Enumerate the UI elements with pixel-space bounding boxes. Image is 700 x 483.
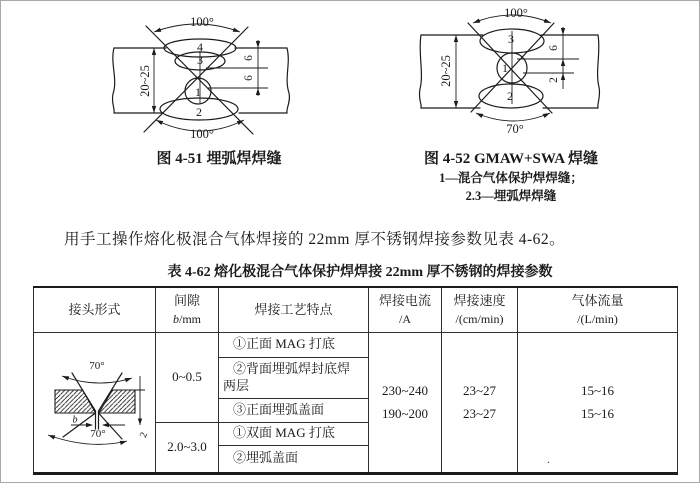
header-unit: /(cm/min)	[455, 311, 504, 326]
table-title: 表 4-62 熔化极混合气体保护焊焊接 22mm 厚不锈钢的焊接参数	[167, 265, 553, 280]
step-text: ②背面埋弧焊封底焊	[233, 361, 351, 377]
angle-top-label: 100°	[504, 6, 528, 20]
arrowhead	[454, 101, 458, 108]
figure-4-51-drawing	[112, 15, 289, 141]
arrowhead	[233, 28, 241, 34]
step-text: 两层	[223, 377, 250, 393]
joint-diagram	[34, 333, 154, 472]
header-text: 间隙	[173, 293, 200, 309]
arrowhead	[543, 111, 551, 118]
plate-break-right	[598, 35, 600, 108]
arrowhead	[152, 48, 156, 55]
gap-symbol: b	[172, 311, 179, 326]
header-row	[34, 287, 678, 332]
root-dim-line	[135, 376, 145, 425]
step-text: ②埋弧盖面	[233, 450, 299, 466]
step-text: ①正面 MAG 打底	[233, 336, 335, 352]
joint-diagram-cell	[34, 332, 156, 473]
header-current	[369, 287, 442, 332]
arrowhead	[61, 373, 69, 380]
arrowhead	[153, 28, 161, 34]
scan-speck: .	[547, 452, 550, 466]
pass-label-2: 2	[507, 89, 513, 103]
arrowhead	[472, 19, 480, 26]
pass-label-2: 2	[196, 105, 202, 119]
root-label: 2	[137, 430, 151, 439]
depth-upper-label: 6	[243, 55, 255, 61]
arrowhead	[256, 88, 260, 95]
step-text: ①双面 MAG 打底	[233, 425, 335, 441]
body-paragraph: 用手工操作熔化极混合气体焊接的 22mm 厚不锈钢焊接参数见表 4-62。	[64, 231, 566, 248]
process-step-cell	[219, 422, 369, 445]
joint-angle-top-label: 70°	[89, 359, 105, 372]
arrowhead	[561, 28, 565, 35]
process-step-cell	[219, 445, 369, 473]
header-text: 焊接电流	[378, 293, 431, 309]
angle-bottom-label: 70°	[506, 122, 524, 136]
current-value: 190~200	[381, 406, 429, 421]
header-text: 焊接工艺特点	[254, 301, 333, 317]
angle-bottom-label: 100°	[190, 127, 214, 141]
header-process	[219, 287, 369, 332]
gap-value-cell: 2.0~3.0	[156, 422, 219, 473]
arrowhead	[152, 106, 156, 113]
plate-break-right	[287, 48, 290, 113]
plate-break-left	[419, 35, 421, 108]
figure-4-52-legend-1: 1—混合气体保护焊焊缝；	[439, 171, 583, 185]
header-text: 焊接速度	[453, 293, 506, 309]
figure-4-52-legend-2: 2.3—埋弧焊焊缝	[465, 189, 557, 203]
header-speed	[442, 287, 518, 332]
current-values-cell	[369, 332, 442, 473]
arrowhead	[120, 438, 128, 444]
gas-values-cell	[518, 332, 678, 473]
gap-value-cell: 0~0.5	[156, 332, 219, 422]
gas-value: 15~16	[580, 383, 615, 398]
arrowhead	[102, 422, 109, 426]
header-joint-form	[34, 287, 156, 332]
thickness-label: 20~25	[138, 65, 152, 97]
arrowhead	[544, 19, 552, 26]
thickness-label: 20~25	[439, 55, 453, 87]
process-step-cell	[219, 332, 369, 357]
current-value: 230~240	[381, 383, 429, 398]
arrowhead	[475, 111, 483, 118]
arrowhead	[561, 73, 565, 80]
depth-lower-label: 6	[243, 75, 255, 81]
figure-4-51-caption: 图 4-51 埋弧焊焊缝	[156, 151, 282, 167]
speed-value: 23~27	[462, 383, 497, 398]
header-text: 气体流量	[571, 293, 624, 309]
gas-value: 15~16	[580, 406, 615, 421]
header-gas	[518, 287, 678, 332]
speed-value: 23~27	[462, 406, 497, 421]
angle-arc-bottom	[48, 435, 127, 444]
arrowhead	[47, 432, 55, 439]
figure-4-52-caption: 图 4-52 GMAW+SWA 焊缝	[424, 151, 598, 167]
plate-break-left	[112, 48, 114, 113]
figure-4-52-drawing	[419, 6, 599, 136]
header-text: 接头形式	[68, 301, 121, 317]
angle-arc-bottom	[476, 113, 550, 121]
arrowhead	[256, 41, 260, 48]
header-unit: /A	[399, 311, 411, 326]
process-step-cell	[219, 398, 369, 422]
gap-unit: /mm	[178, 311, 201, 326]
step-text: ③正面埋弧盖面	[233, 401, 325, 417]
pass-label-3: 3	[508, 32, 514, 46]
arrowhead	[125, 375, 133, 381]
angle-arc-top	[62, 376, 132, 383]
pass-label-4: 4	[197, 40, 203, 54]
arrowhead	[86, 422, 93, 426]
pass-label-1: 1	[502, 61, 508, 75]
arrowhead	[561, 59, 565, 66]
table-row	[34, 332, 678, 357]
arrowhead	[138, 418, 142, 425]
pass-label-1: 1	[195, 85, 201, 99]
header-gap	[156, 287, 219, 332]
angle-top-label: 100°	[190, 15, 214, 29]
speed-values-cell	[442, 332, 518, 473]
header-unit: /(L/min)	[577, 311, 618, 326]
joint-angle-bottom-label: 70°	[90, 427, 106, 440]
depth-lower-label: 2	[548, 77, 560, 83]
pass-label-3: 3	[197, 53, 203, 67]
arrowhead	[454, 35, 458, 42]
gap-label: b	[72, 414, 78, 425]
depth-upper-label: 6	[548, 45, 560, 51]
process-step-cell	[219, 357, 369, 398]
welding-parameters-table	[33, 286, 678, 475]
